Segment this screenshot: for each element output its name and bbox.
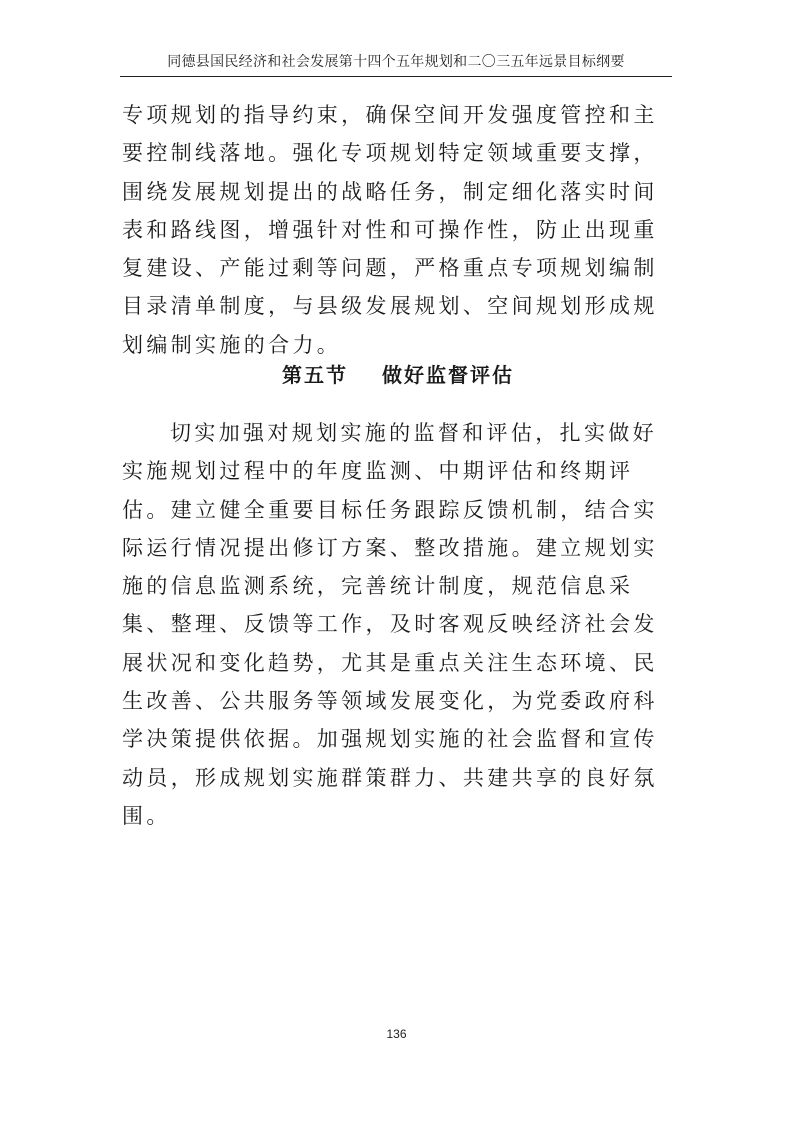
running-header (120, 52, 672, 77)
page-number: 136 (386, 1027, 407, 1041)
section-heading (122, 358, 674, 392)
paragraph-supervision: 切实加强对规划实施的监督和评估，扎实做好实施规划过程中的年度监测、中期评估和终期评估。建立健全重要目标任务跟踪反馈机制，结合实际运行情况提出修订方案、整改措施。建立规划实施的信息监测系统，完善统计制度，规范信息采集、整理、反馈等工作，及时客观反映经济社会发展状况和变化趋势，尤其是重点关注生态环境、民生改善、公共服务等领域发展变化，为党委政府科学决策提供依据。加强规划实施的社会监督和宣传动员，形成规划实施群策群力、共建共享的良好氛围。 (122, 421, 658, 828)
document-title: 同德县国民经济和社会发展第十四个五年规划和二〇三五年远景目标纲要 (167, 54, 625, 70)
section-title: 做好监督评估 (382, 363, 514, 387)
section-number: 第五节 (282, 363, 348, 387)
paragraph-continued: 专项规划的指导约束，确保空间开发强度管控和主要控制线落地。强化专项规划特定领域重要支撑，围绕发展规划提出的战略任务，制定细化落实时间表和路线图，增强针对性和可操作性，防止出现重复建设、产能过剩等问题，严格重点专项规划编制目录清单制度，与县级发展规划、空间规划形成规划编制实施的合力。 (122, 103, 658, 357)
